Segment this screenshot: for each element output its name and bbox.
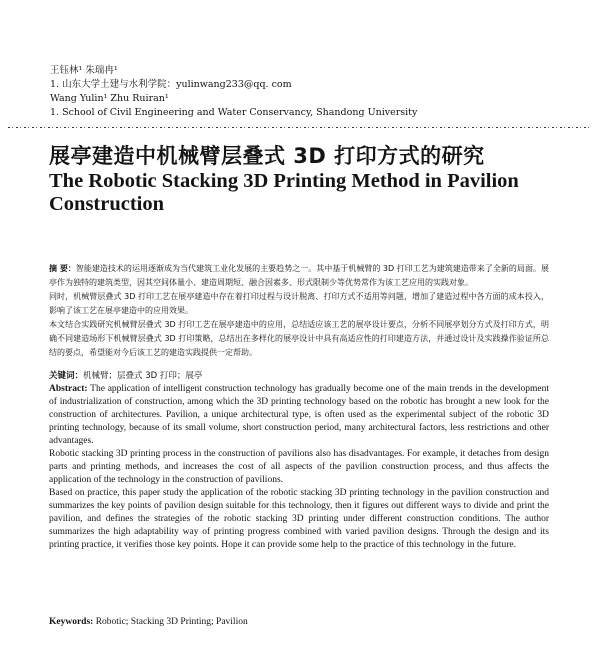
abstract-english [49, 383, 549, 552]
affiliation-cn: 1. 山东大学土建与水利学院：yulinwang233@qq. com [50, 79, 292, 90]
author-block [50, 64, 417, 120]
scan-noise-divider [8, 125, 592, 131]
authors-en: Wang Yulin¹ Zhu Ruiran¹ [50, 93, 169, 104]
title-chinese: 展亭建造中机械臂层叠式 3D 打印方式的研究 [49, 144, 485, 168]
keywords-chinese [49, 369, 202, 381]
keywords-english [49, 617, 248, 627]
keywords-en-label: Keywords: [49, 617, 94, 627]
keywords-cn-text: 机械臂；层叠式 3D 打印；展亭 [83, 371, 203, 381]
keywords-en-text: Robotic; Stacking 3D Printing; Pavilion [95, 617, 248, 627]
abstract-en-para-2: Robotic stacking 3D printing process in the construction of pavilions also has disadvantages. For example, it detaches from design parts and printing methods, and increases the cost of all aspects of the pavilion construction process, and thus affects the application of the technology in the construction of pavilions. [49, 449, 549, 485]
abstract-cn-para-2: 同时，机械臂层叠式 3D 打印工艺在展亭建造中存在着打印过程与设计脱离、打印方式不适用等问题，增加了建造过程中各方面的成本投入，影响了该工艺在展亭建造中的应用效果。 [49, 292, 549, 315]
abstract-cn-para-3: 本文结合实践研究机械臂层叠式 3D 打印工艺在展亭建造中的应用，总结适应该工艺的展亭设计要点，分析不同展亭划分方式及打印方式，明确不同建造场形下机械臂层叠式 3D 打印策略，总结出在多样化的展亭设计中具有高适应性的打印建造方法，并通过设计及实践操作验证所总结的要点，希望能对今后该工艺的建造实践提供一定帮助。 [49, 320, 549, 357]
abstract-chinese [49, 262, 549, 360]
abstract-en-label: Abstract: [49, 384, 88, 394]
abstract-cn-label: 摘 要： [49, 264, 76, 273]
abstract-en-text-1: The application of intelligent construction technology has gradually become one of the main trends in the development of industrialization of construction, among which the 3D printing technology based on the robotic has brought a new look for the construction of architectures. Pavilion, a unique architectural type, is often used as the experimental subject of the robotic 3D printing technology, because of its small volume, short construction period, many architectural factors, less restrictions and other advantages. [49, 384, 549, 446]
authors-cn: 王钰林¹ 朱瑞冉¹ [50, 65, 118, 76]
abstract-en-para-1 [49, 383, 549, 448]
affiliation-en: 1. School of Civil Engineering and Water Conservancy, Shandong University [50, 107, 418, 118]
title-english: The Robotic Stacking 3D Printing Method in Pavilion Construction [49, 170, 519, 215]
keywords-cn-label: 关键词： [49, 371, 84, 381]
abstract-cn-para-1 [49, 262, 549, 290]
abstract-en-para-3: Based on practice, this paper study the application of the robotic stacking 3D printing technology in the pavilion construction and summarizes the key points of pavilion design suitable for this technology, then it figures out different ways to divide and print the pavilion, and defines the strategies of the robotic stacking 3D printing under different construction conditions. The author summarizes the high adaptability way of printing progress combined with varied pavilion designs. Through the design and its printing practice, it verifies those key points. Hope it can provide some help to the practice of this technology in the future. [49, 488, 549, 550]
abstract-cn-text-1: 智能建造技术的运用逐渐成为当代建筑工业化发展的主要趋势之一。其中基于机械臂的 3D 打印工艺为建筑建造带来了全新的局面。展亭作为独特的建筑类型，因其空间体量小、建造周期短、融合因素多、形式限制少等优势常作为该工艺应用的实践对象。 [49, 264, 549, 287]
